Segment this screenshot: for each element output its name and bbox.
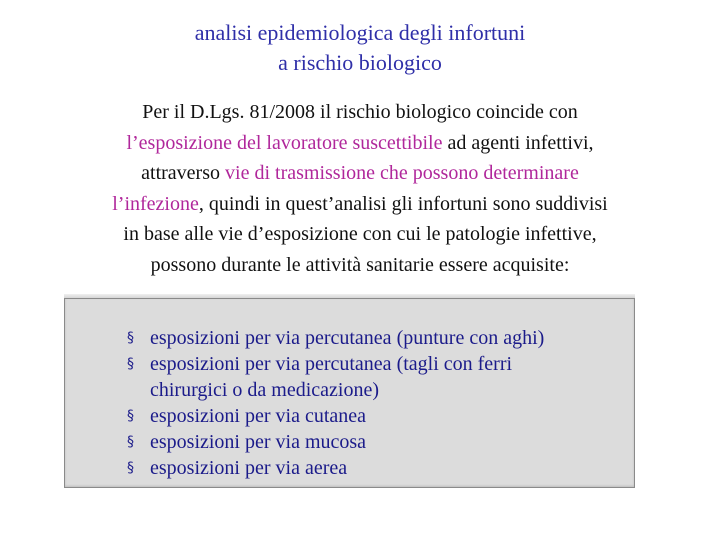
intro-highlight-infection: l’infezione [112,192,199,215]
bullet-marker: § [127,408,134,424]
list-item-text-continued: chirurgici o da medicazione) [150,379,379,401]
bullet-marker: § [127,356,134,372]
bullet-marker: § [127,460,134,476]
intro-text: in base alle vie d’esposizione con cui le patologie infettive, [123,223,597,245]
list-item [80,351,625,403]
intro-highlight-exposure: l’esposizione del lavoratore suscettibile [126,131,443,154]
intro-text: , quindi in quest’analisi gli infortuni sono suddivisi [198,192,608,215]
list-item-text: esposizioni per via cutanea [150,405,367,427]
list-item-text: esposizioni per via percutanea (tagli con ferri [150,353,513,375]
slide-title [0,18,720,78]
title-line-2: a rischio biologico [278,50,442,75]
list-item-text: esposizioni per via percutanea (punture con aghi) [150,327,545,349]
list-item [80,429,625,455]
intro-text: ad agenti infettivi, [442,131,594,154]
list-item [80,325,625,351]
list-item-text: esposizioni per via mucosa [150,431,367,453]
intro-text: attraverso [141,162,226,184]
intro-text: possono durante le attività sanitarie essere acquisite: [150,253,570,276]
list-item [80,403,625,429]
list-item-text: esposizioni per via aerea [150,457,348,479]
intro-paragraph [30,97,690,280]
intro-highlight-transmission: vie di trasmissione che possono determinare [225,162,579,184]
exposure-list [80,325,625,481]
list-item [80,455,625,481]
title-line-1: analisi epidemiologica degli infortuni [194,20,526,45]
bullet-marker: § [127,330,134,346]
intro-text: Per il D.Lgs. 81/2008 il rischio biologico coincide con [142,101,578,123]
bullet-marker: § [127,434,134,450]
